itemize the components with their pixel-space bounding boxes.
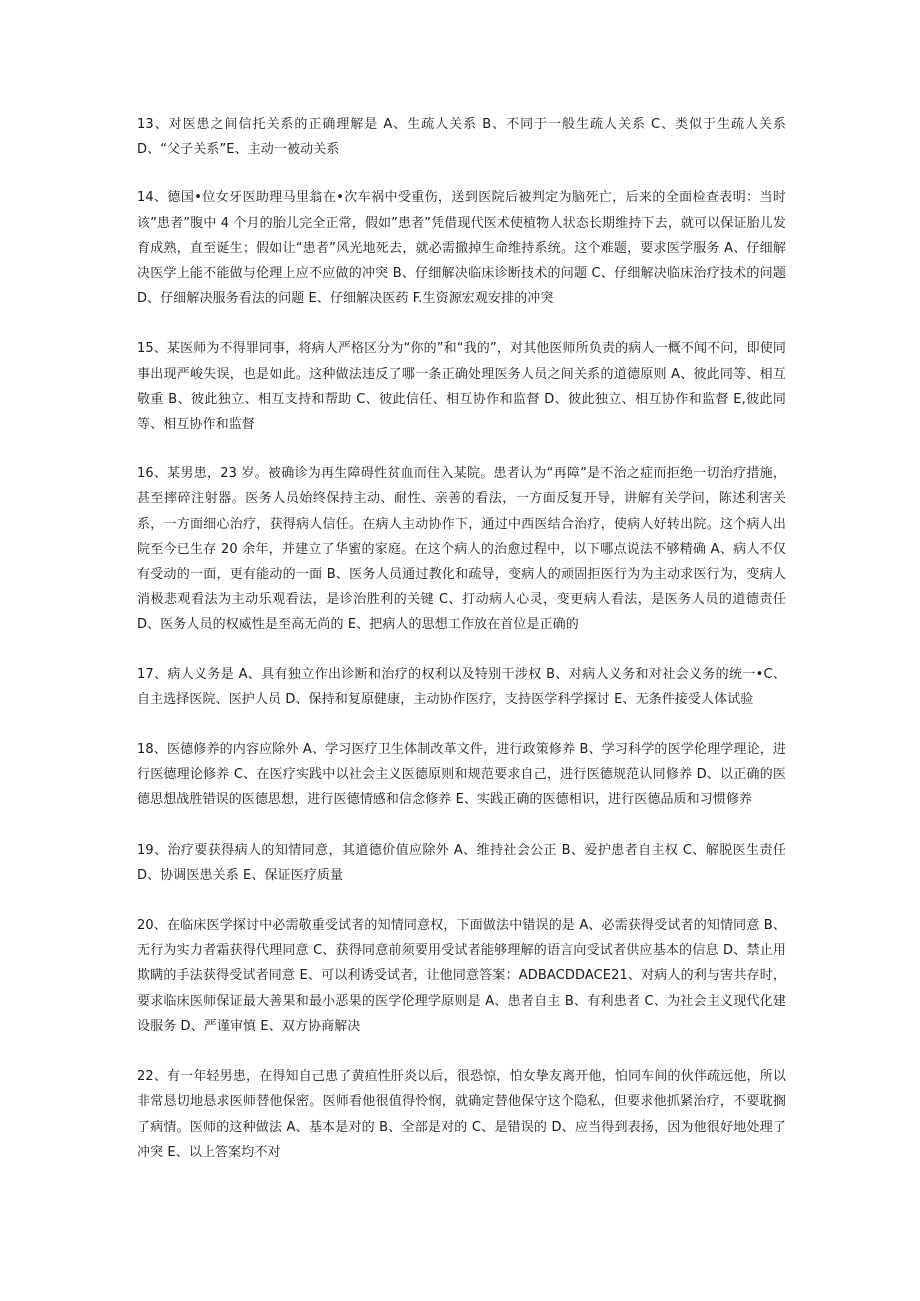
question-15: 15、某医师为不得罪同事，将病人严格区分为“你的”和“我的”，对其他医师所负责的病人一概不闻不问，即使同事出现严峻失误，也是如此。这种做法违反了哪一条正确处理医务人员之间关系的道德原则 A、彼此同等、相互敬重 B、彼此独立、相互支持和帮助 C、彼此信任、相互协作和监督 D、彼此独立、相互协作和监督 E,彼此同等、相互协作和监督 — [137, 341, 786, 433]
question-14: 14、德国•位女牙医助理马里翁在•次车祸中受重伤，送到医院后被判定为脑死亡，后来的全面检查表明：当时该”患者”腹中 4 个月的胎儿完全正常，假如”患者”凭借现代医术使植物人状态长期维持下去，就可以保证胎儿发育成熟，直至诞生；假如让“患者”风光地死去，就必需撤掉生命维持系统。这个难题，要求医学服务 A、仔细解决医学上能不能做与伦理上应不应做的冲突 B、仔细解决临床诊断技术的问题 C、仔细解决临床治疗技术的问题 D、仔细解决服务看法的问题 E、仔细解决医药 F.生资源宏观安排的冲突 — [137, 190, 786, 307]
question-20: 20、在临床医学探讨中必需敬重受试者的知情同意权，下面做法中错误的是 A、必需获得受试者的知情同意 B、无行为实力者霜获得代理同意 C、获得同意前须要用受试者能够理解的语言向受试者供应基本的信息 D、禁止用欺瞒的手法获得受试者同意 E、可以利诱受试者，让他同意答案：ADBACDDACE21、对病人的利与害共存时，要求临床医师保证最大善果和最小恶果的医学伦理学原则是 A、患者自主 B、有利患者 C、为社会主义现代化建设服务 D、严谨审慎 E、双方协商解决 — [137, 918, 786, 1034]
question-17: 17、病人义务是 A、具有独立作出诊断和治疗的权利以及特别干涉权 B、对病人义务和对社会义务的统一•C、自主选择医院、医护人员 D、保持和复原健康，主动协作医疗，支持医学科学探讨 E、无条件接受人体试验 — [137, 666, 786, 707]
question-13: 13、对医患之间信托关系的正确理解是 A、生疏人关系 B、不同于一般生疏人关系 C、类似于生疏人关系 D、“父子关系”E、主动一被动关系 — [137, 117, 786, 158]
question-22: 22、有一年轻男患，在得知自己患了黄疸性肝炎以后，很恐惊，怕女挚友离开他，怕同车间的伙伴疏远他，所以非常恳切地恳求医师替他保密。医师看他很值得怜悯，就确定替他保守这个隐私，但要求他抓紧治疗，不要耽搁了病情。医师的这种做法 A、基本是对的 B、全部是对的 C、是错误的 D、应当得到表扬，因为他很好地处理了冲突 E、以上答案均不对 — [137, 1069, 786, 1160]
question-16: 16、某男患，23 岁。被确诊为再生障碍性贫血而住入某院。患者认为“再障”是不治之症而拒绝一切治疗措施，甚至摔碎注射器。医务人员始终保持主动、耐性、亲善的看法，一方面反复开导，讲解有关学问，陈述利害关系，一方面细心治疗，获得病人信任。在病人主动协作下，通过中西医结合治疗，使病人好转出院。这个病人出院至今已生存 20 余年，并建立了华蜜的家庭。在这个病人的治愈过程中，以下哪点说法不够精确 A、病人不仅有受动的一面，更有能动的一面 B、医务人员通过教化和疏导，变病人的顽固拒医行为为主动求医行为，变病人消极悲观看法为主动乐观看法，是诊治胜利的关键 C、打动病人心灵，变更病人看法，是医务人员的道德责任 D、医务人员的权威性是至高无尚的 E、把病人的思想工作放在首位是正确的 — [137, 466, 786, 633]
question-19: 19、治疗要获得病人的知情同意，其道德价值应除外 A、维持社会公正 B、爱护患者自主权 C、解脱医生责任 D、协调医患关系 E、保证医疗质量 — [137, 842, 786, 883]
question-18: 18、医德修养的内容应除外 A、学习医疗卫生体制改革文件，进行政策修养 B、学习科学的医学伦理学理论，进行医德理论修养 C、在医疗实践中以社会主义医德原则和规范要求自己，进行医德规范认同修养 D、以正确的医德思想战胜错误的医德思想，进行医德情感和信念修养 E、实践正确的医德相识，进行医德品质和习惯修养 — [137, 742, 786, 808]
